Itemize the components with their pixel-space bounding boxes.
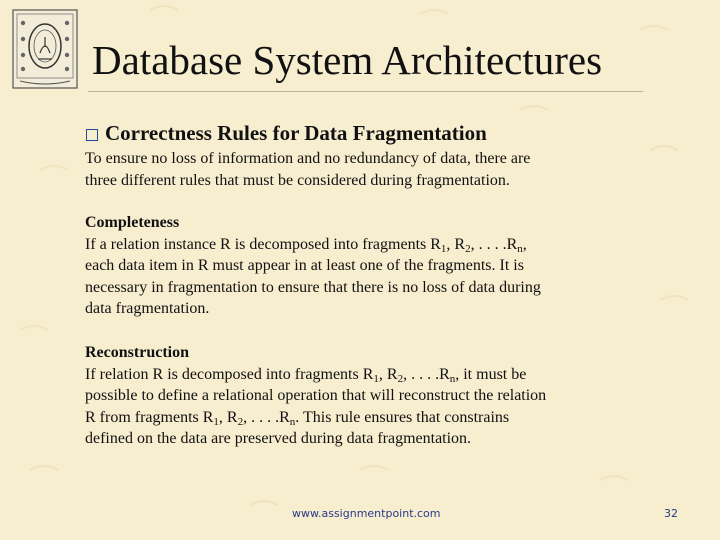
text-run: , it must be [455,365,527,383]
text-run: , R [446,235,466,253]
subscript: 2 [465,242,471,255]
text-run: , . . . .R [403,365,450,383]
subscript: 1 [373,372,379,385]
text-run: If a relation instance R is decomposed into fragments R [85,235,441,253]
checkbox-bullet-icon [86,129,98,141]
reconstruction-line: possible to define a relational operation that will reconstruct the relation [85,387,547,404]
completeness-line: necessary in fragmentation to ensure that there is no loss of data during [85,278,541,296]
text-run: , R [218,408,238,426]
text-run: , R [378,365,398,383]
completeness-line: each data item in R must appear in at least one of the fragments. It is [85,257,524,274]
university-logo [12,9,78,89]
reconstruction-line [85,407,645,429]
completeness-line [85,234,645,256]
intro-line: To ensure no loss of information and no redundancy of data, there are [85,150,531,167]
completeness-heading: Completeness [85,214,180,231]
subscript: 2 [397,372,404,385]
completeness-line: data fragmentation. [85,300,210,317]
reconstruction-line: defined on the data are preserved during data fragmentation. [85,430,472,447]
text-run: , [522,235,527,253]
page-number: 32 [664,507,678,520]
reconstruction-heading: Reconstruction [85,344,189,361]
section-heading [86,120,487,146]
text-run: , . . . .R [470,235,518,253]
completeness-paragraph [85,212,645,320]
subscript: 1 [213,415,219,428]
footer-url-link[interactable]: www.assignmentpoint.com [292,507,441,520]
section-heading-text: Correctness Rules for Data Fragmentation [105,121,487,145]
text-run: , . . . .R [243,408,290,426]
text-run: If relation R is decomposed into fragments R [85,365,374,383]
subscript: 2 [237,415,244,428]
subscript: n [449,372,456,385]
slide-title: Database System Architectures [92,37,603,83]
intro-line: three different rules that must be considered during fragmentation. [85,171,510,189]
text-run: R from fragments R [85,408,214,426]
subscript: n [289,415,296,428]
intro-paragraph [85,148,645,191]
subscript: 1 [440,242,447,255]
reconstruction-paragraph [85,342,645,450]
title-divider [88,91,643,92]
text-run: . This rule ensures that constrains [295,408,510,426]
reconstruction-line [85,364,645,386]
subscript: n [517,242,523,255]
